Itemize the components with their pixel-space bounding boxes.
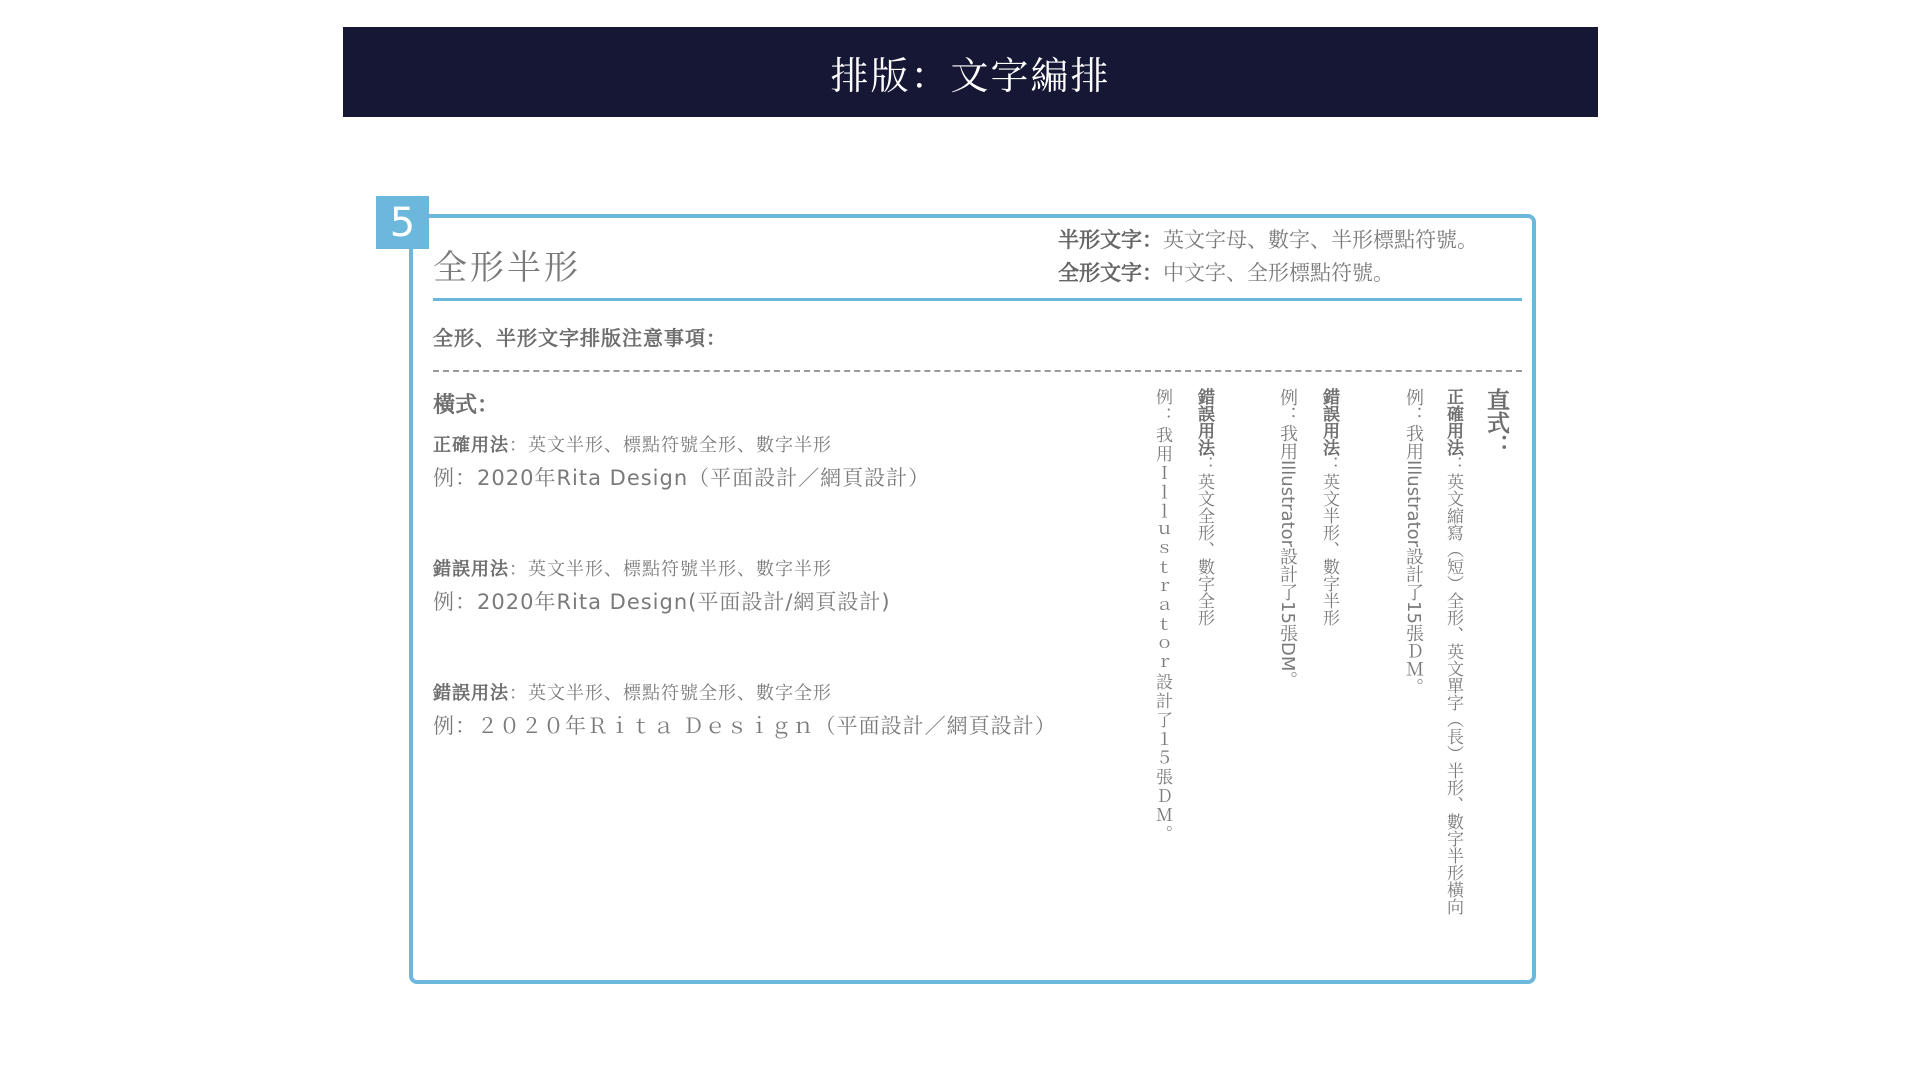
definition-text: 中文字、全形標點符號。 [1163, 261, 1394, 285]
dashed-divider [433, 370, 1522, 372]
rule-label: 錯誤用法 [433, 559, 509, 580]
vertical-heading: 直式： [1483, 388, 1509, 457]
horizontal-rule-2 [433, 557, 1113, 583]
notes-heading: 全形、半形文字排版注意事項： [433, 326, 727, 350]
definition-fullwidth [1058, 257, 1478, 290]
horizontal-example-3: 例：２０２０年Ｒｉｔａ Ｄｅｓｉｇｎ（平面設計／網頁設計） [433, 714, 1057, 738]
definition-text: 英文字母、數字、半形標點符號。 [1163, 228, 1478, 252]
rule-text: ：英文半形、標點符號半形、數字半形 [509, 559, 832, 580]
definition-label: 全形文字： [1058, 261, 1163, 285]
vertical-rule-3 [1195, 388, 1212, 626]
content-card [409, 214, 1536, 984]
page-header [343, 27, 1598, 117]
rule-text: ：英文半形、數字半形 [1319, 456, 1339, 626]
rule-text: ：英文半形、標點符號全形、數字全形 [509, 683, 832, 704]
definition-halfwidth [1058, 224, 1478, 257]
definition-label: 半形文字： [1058, 228, 1163, 252]
rule-text: ：英文縮寫（短）全形、英文單字（長）半形、數字半形橫向 [1443, 456, 1463, 915]
rule-label: 錯誤用法 [1194, 388, 1214, 456]
vertical-rule-2 [1320, 388, 1337, 626]
vertical-rule-1 [1444, 388, 1461, 915]
title-divider [433, 298, 1522, 301]
vertical-example-1: 例：我用Illustrator設計了15張ＤＭ。 [1403, 388, 1424, 696]
section-number-badge: 5 [376, 196, 429, 249]
rule-label: 錯誤用法 [433, 683, 509, 704]
vertical-example-2: 例：我用Illustrator設計了15張DM。 [1277, 388, 1298, 690]
vertical-example-3: 例：我用Ｉｌｌｕｓｔｒａｔｏｒ設計了１５張ＤＭ。 [1152, 388, 1172, 844]
rule-text: ：英文全形、數字全形 [1194, 456, 1214, 626]
horizontal-section [433, 388, 1113, 745]
horizontal-rule-3 [433, 681, 1113, 707]
horizontal-rule-1 [433, 433, 1113, 459]
page-title: 排版：文字編排 [830, 53, 1111, 98]
rule-label: 正確用法 [1443, 388, 1463, 456]
horizontal-example-2: 例：2020年Rita Design(平面設計/網頁設計) [433, 590, 891, 614]
rule-text: ：英文半形、標點符號全形、數字半形 [509, 435, 832, 456]
section-title: 全形半形 [433, 248, 581, 288]
horizontal-heading: 橫式： [433, 393, 500, 418]
horizontal-example-1: 例：2020年Rita Design（平面設計／網頁設計） [433, 466, 931, 490]
rule-label: 錯誤用法 [1319, 388, 1339, 456]
definitions [1058, 224, 1478, 290]
rule-label: 正確用法 [433, 435, 509, 456]
